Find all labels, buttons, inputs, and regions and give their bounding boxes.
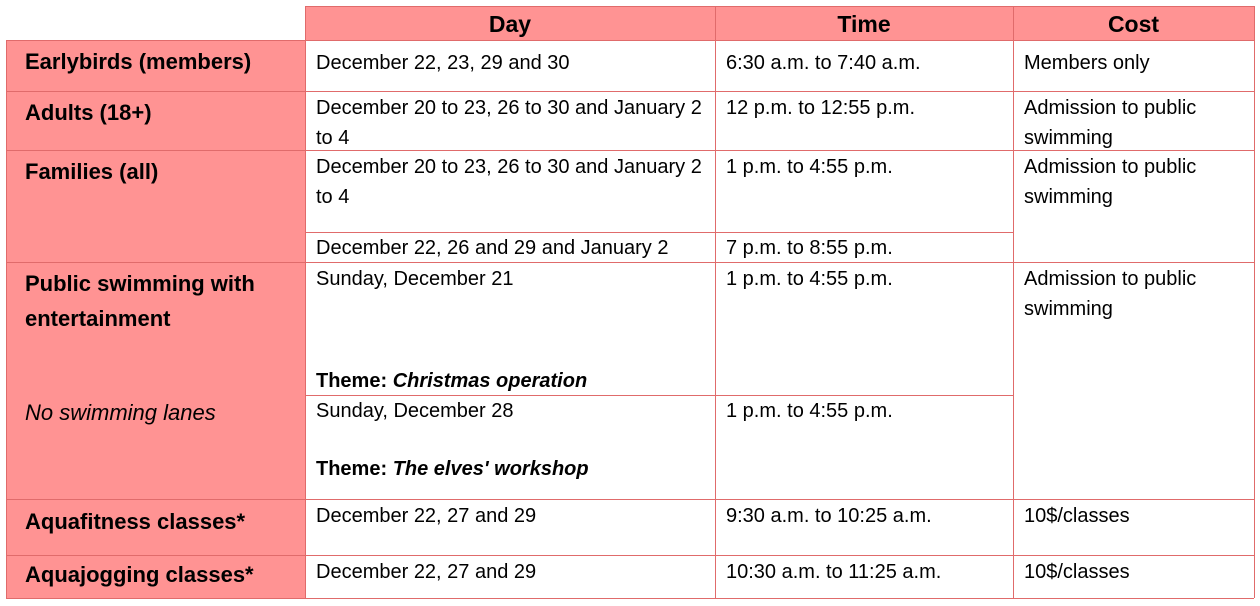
families-cost: Admission to public swimming: [1024, 156, 1197, 208]
header-time: Time: [715, 6, 1013, 40]
header-cost: Cost: [1013, 6, 1254, 40]
row-label-families: Families (all): [6, 150, 305, 262]
aquajogging-day: December 22, 27 and 29: [316, 561, 537, 583]
row-label-aquajogging: Aquajogging classes*: [6, 555, 305, 598]
grid-line: [6, 262, 1254, 263]
grid-line: [6, 91, 1254, 92]
aquafitness-day: December 22, 27 and 29: [316, 505, 537, 527]
grid-line: [305, 232, 1013, 233]
grid-line: [6, 40, 7, 598]
public-day-2: [305, 395, 715, 499]
aquajogging-cost: 10$/classes: [1024, 561, 1130, 583]
no-swimming-lanes-note: No swimming lanes: [25, 400, 216, 425]
families-day-2: December 22, 26 and 29 and January 2: [316, 237, 669, 259]
adults-cost: Admission to public swimming: [1024, 97, 1197, 149]
public-time-1: 1 p.m. to 4:55 p.m.: [726, 268, 893, 290]
public-day-1: [305, 262, 715, 395]
grid-line: [1013, 6, 1014, 598]
families-time-1: 1 p.m. to 4:55 p.m.: [726, 156, 893, 178]
public-cost: Admission to public swimming: [1024, 268, 1197, 320]
earlybirds-cost: Members only: [1024, 52, 1150, 74]
grid-line: [305, 6, 306, 598]
grid-line: [715, 6, 716, 598]
grid-line: [1254, 6, 1255, 598]
grid-line: [305, 6, 1254, 7]
row-label-adults: Adults (18+): [6, 91, 305, 150]
public-date-2: Sunday, December 28: [316, 400, 514, 422]
families-day-1: December 20 to 23, 26 to 30 and January 2 to 4: [316, 156, 702, 208]
public-theme-label-1: Theme:: [316, 370, 393, 392]
aquajogging-time: 10:30 a.m. to 11:25 a.m.: [726, 561, 942, 583]
aquafitness-cost: 10$/classes: [1024, 505, 1130, 527]
public-swimming-label: Public swimming with entertainment: [25, 271, 255, 331]
public-theme-2: [316, 454, 589, 484]
public-theme-1: [316, 366, 587, 396]
grid-line: [6, 499, 1254, 500]
grid-line: [6, 598, 1254, 599]
adults-day: December 20 to 23, 26 to 30 and January 2 to 4: [316, 97, 702, 149]
header-day: Day: [305, 6, 715, 40]
row-label-aquafitness: Aquafitness classes*: [6, 499, 305, 555]
public-date-1: Sunday, December 21: [316, 268, 514, 290]
public-theme-name-2: The elves' workshop: [392, 458, 589, 480]
public-theme-label-2: Theme:: [316, 458, 393, 480]
row-label-public-swimming: [6, 262, 305, 499]
grid-line: [6, 150, 1254, 151]
row-label-earlybirds: Earlybirds (members): [6, 40, 305, 91]
earlybirds-day: December 22, 23, 29 and 30: [316, 52, 570, 74]
adults-time: 12 p.m. to 12:55 p.m.: [726, 97, 915, 119]
public-time-2: 1 p.m. to 4:55 p.m.: [726, 400, 893, 422]
earlybirds-time: 6:30 a.m. to 7:40 a.m.: [726, 52, 921, 74]
families-time-2: 7 p.m. to 8:55 p.m.: [726, 237, 893, 259]
grid-line: [6, 555, 1254, 556]
grid-line: [6, 40, 1254, 41]
aquafitness-time: 9:30 a.m. to 10:25 a.m.: [726, 505, 932, 527]
grid-line: [305, 395, 1013, 396]
public-theme-name-1: Christmas operation: [392, 370, 588, 392]
